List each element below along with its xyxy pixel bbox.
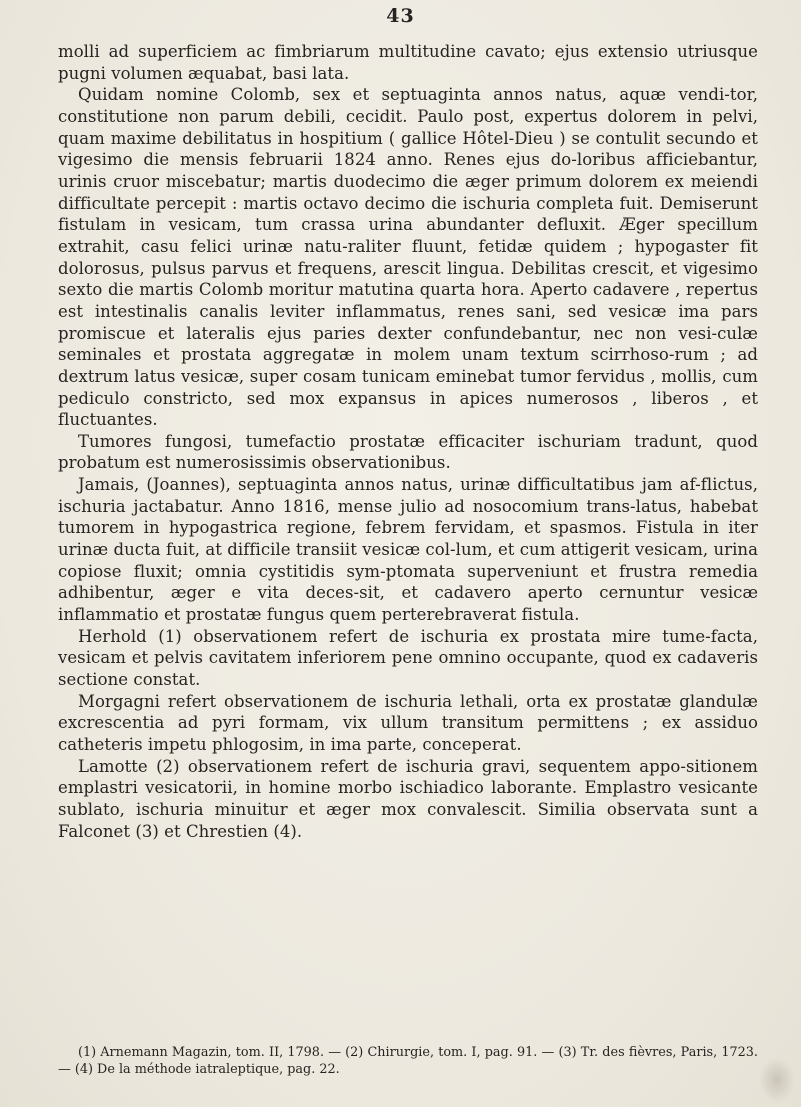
- footnotes: [58, 1044, 758, 1078]
- paragraph-jamais-case: Jamais, (Joannes), septuaginta annos natus, urinæ difficultatibus jam af-flictus, ischuria jactabatur. Anno 1816, mense julio ad nosocomium trans-latus, habebat tumorem in hypogastrica regione, febrem fervidam, et spasmos. Fistula in iter urinæ ducta fuit, at difficile transiit vesicæ col-lum, et cum attigerit vesicam, urina copiose fluxit; omnia cystitidis sym-ptomata superveniunt et frustra remedia adhibentur, æger e vita deces-sit, et cadavero aperto cernuntur vesicæ inflammatio et prostatæ fungus quem perterebraverat fistula.: [58, 475, 758, 625]
- page-smudge: [759, 1057, 795, 1103]
- paragraph-morgagni: Morgagni refert observationem de ischuria lethali, orta ex prostatæ glandulæ excrescentia ad pyri formam, vix ullum transitum permittens ; ex assiduo catheteris impetu phlogosim, in ima parte, conceperat.: [58, 691, 758, 754]
- paragraph-tumores-fungosi: Tumores fungosi, tumefactio prostatæ efficaciter ischuriam tradunt, quod probatum est numerosissimis observationibus.: [58, 431, 758, 473]
- footnote-text: (1) Arnemann Magazin, tom. II, 1798. — (2) Chirurgie, tom. I, pag. 91. — (3) Tr. des fièvres, Paris, 1723. — (4) De la méthode iatraleptique, pag. 22.: [58, 1045, 758, 1077]
- body-text: [58, 41, 758, 842]
- paragraph-colomb-case: Quidam nomine Colomb, sex et septuaginta annos natus, aquæ vendi-tor, constitutione non parum debili, cecidit. Paulo post, expertus dolorem in pelvi, quam maxime debilitatus in hospitium ( gallice Hôtel-Dieu ) se contulit secundo et vigesimo die mensis februarii 1824 anno. Renes ejus do-loribus afficiebantur, urinis cruor miscebatur; martis duodecimo die æger primum dolorem ex meiendi difficultate percepit : martis octavo decimo die ischuria completa fuit. Demiserunt fistulam in vesicam, tum crassa urina abundanter defluxit. Æger specillum extrahit, casu felici urinæ natu-raliter fluunt, fetidæ quidem ; hypogaster fit dolorosus, pulsus parvus et frequens, arescit lingua. Debilitas crescit, et vigesimo sexto die martis Colomb moritur matutina quarta hora. Aperto cadavere , repertus est intestinalis canalis leviter inflammatus, renes sani, sed vesicæ ima pars promiscue et lateralis ejus paries dexter confundebantur, nec non vesi-culæ seminales et prostata aggregatæ in molem unam textum scirrhoso-rum ; ad dextrum latus vesicæ, super cosam tunicam eminebat tumor fervidus , mollis, cum pediculo constricto, sed mox expansus in apices numerosos , liberos , et fluctuantes.: [58, 85, 758, 430]
- paragraph-herhold: Herhold (1) observationem refert de ischuria ex prostata mire tume-facta, vesicam et pelvis cavitatem inferiorem pene omnino occupante, quod ex cadaveris sectione constat.: [58, 626, 758, 690]
- footnote-divider: [58, 1041, 758, 1042]
- page-number: 43: [386, 5, 415, 27]
- paragraph-continuation: molli ad superficiem ac fimbriarum multitudine cavato; ejus extensio utriusque pugni volumen æquabat, basi lata.: [58, 42, 758, 83]
- paragraph-lamotte: Lamotte (2) observationem refert de ischuria gravi, sequentem appo-sitionem emplastri vesicatorii, in homine morbo ischiadico laborante. Emplastro vesicante sublato, ischuria minuitur et æger mox convalescit. Similia observata sunt a Falconet (3) et Chrestien (4).: [58, 756, 758, 841]
